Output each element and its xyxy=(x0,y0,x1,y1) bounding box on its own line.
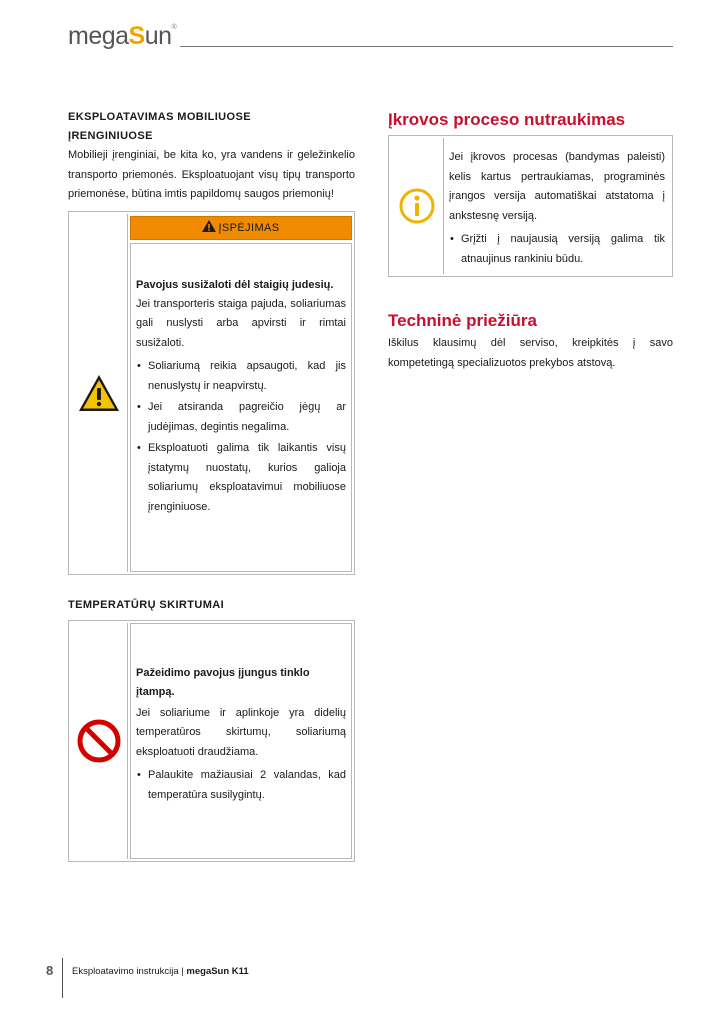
temperature-title: Pažeidimo pavojus įjungus tinklo įtampą. xyxy=(136,666,310,698)
header-rule xyxy=(180,46,673,47)
info-circle-icon xyxy=(398,187,436,225)
temperature-text-cell xyxy=(130,623,352,859)
mobile-intro: Mobilieji įrenginiai, be kita ko, yra vandens ir geležinkelio transporto priemonės. Eksploatuojant visų tipų transporto priemonėse, būtina imtis papildomų saugos priemonių! xyxy=(68,149,355,200)
prohibited-icon xyxy=(77,719,121,763)
warning-triangle-icon xyxy=(77,373,121,413)
warning-text: Jei transporteris staiga pajuda, soliariumas gali nuslysti arba apvirsti ir rimtai susižaloti. xyxy=(136,297,346,349)
warning-content xyxy=(130,214,352,572)
footer-divider xyxy=(62,958,63,998)
footer-title: Eksploatavimo instrukcija | megaSun K11 xyxy=(72,966,249,977)
brand-logo: megaSun® xyxy=(68,22,177,50)
info-icon-cell xyxy=(391,138,444,274)
warning-bullets xyxy=(136,357,346,517)
maintenance-text: Iškilus klausimų dėl serviso, kreipkitės į savo kompetetingą specializuotos prekybos atstovą. xyxy=(388,337,673,369)
left-column xyxy=(68,108,355,862)
warning-text-cell xyxy=(130,243,352,572)
warning-banner: ĮSPĖJIMAS xyxy=(130,216,352,240)
charging-bullets xyxy=(449,230,665,269)
list-item: • Jei atsiranda pagreičio jėgų ar judėjimas, degintis negalima. xyxy=(136,398,346,437)
temperature-heading: TEMPERATŪRŲ SKIRTUMAI xyxy=(68,598,225,611)
temperature-box xyxy=(68,620,355,862)
right-column xyxy=(388,108,673,373)
maintenance-heading: Techninė priežiūra xyxy=(388,311,537,330)
list-item: • Grįžti į naujausią versiją galima tik atnaujinus rankiniu būdu. xyxy=(449,230,665,269)
charging-heading: Įkrovos proceso nutraukimas xyxy=(388,110,626,129)
banner-warning-icon xyxy=(202,220,216,232)
temperature-bullets xyxy=(136,766,346,805)
temperature-text: Jei soliariume ir aplinkoje yra didelių temperatūros skirtumų, soliariumą eksploatuoti draudžiama. xyxy=(136,706,346,758)
info-text-cell xyxy=(444,138,670,274)
charging-text: Jei įkrovos procesas (bandymas paleisti) kelis kartus pertraukiamas, programinės įrangos versija automatiškai atstatoma į ankstesnę versiją. xyxy=(449,151,665,222)
list-item: • Palaukite mažiausiai 2 valandas, kad temperatūra susilygintų. xyxy=(136,766,346,805)
warning-title: Pavojus susižaloti dėl staigių judesių. xyxy=(136,278,334,291)
warning-box xyxy=(68,211,355,575)
list-item: • Soliariumą reikia apsaugoti, kad jis nenuslystų ir neapvirstų. xyxy=(136,357,346,396)
prohibited-icon-cell xyxy=(71,623,128,859)
info-box xyxy=(388,135,673,277)
warning-icon-cell xyxy=(71,214,128,572)
mobile-heading: EKSPLOATAVIMAS MOBILIUOSE ĮRENGINIUOSE xyxy=(68,111,251,142)
page-number: 8 xyxy=(46,963,54,978)
list-item: • Eksploatuoti galima tik laikantis visų įstatymų nuostatų, kurios galioja soliariumų eksploatavimui mobiliuose įrenginiuose. xyxy=(136,439,346,517)
